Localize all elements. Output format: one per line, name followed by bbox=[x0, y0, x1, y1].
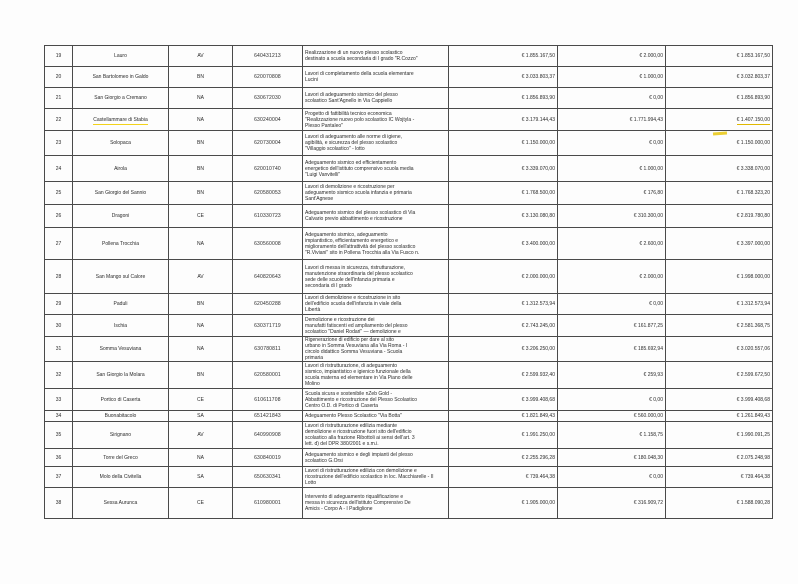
codice-cell: 650630341 bbox=[233, 467, 303, 488]
intervento-line: Lavori di messa in sicurezza, ristrutturazione, bbox=[305, 264, 406, 271]
table-row bbox=[45, 109, 773, 131]
finanziamento-cell: € 1.768.323,20 bbox=[666, 182, 773, 205]
provincia-cell: NA bbox=[169, 88, 233, 109]
comune-cell: Sessa Aurunca bbox=[73, 488, 169, 519]
codice-cell: 610611708 bbox=[233, 389, 303, 411]
intervento-line: lett. d) del DPR 380/2001 e s.m.i. bbox=[305, 441, 379, 447]
table-body bbox=[45, 46, 773, 519]
intervento-line: messa in sicurezza dell'istituto Comprensivo De bbox=[305, 500, 411, 506]
importo-cell: € 3.130.080,80 bbox=[449, 205, 558, 228]
row-number: 38 bbox=[45, 488, 73, 519]
intervento-line: Adeguamento Plesso Scolastico "Via Botta" bbox=[305, 413, 402, 419]
intervento-line: Lavori di ristrutturazione edilizia con demolizione e bbox=[305, 468, 417, 474]
importo-cell: € 3.206.250,00 bbox=[449, 337, 558, 362]
comune-cell: San Giorgio del Sannio bbox=[73, 182, 169, 205]
cofinanziamento-cell: € 2.000,00 bbox=[558, 260, 666, 294]
cofinanziamento-cell: € 176,80 bbox=[558, 182, 666, 205]
intervento-line: Lavori di adeguamento alle norme di igiene, bbox=[305, 134, 403, 140]
cofinanziamento-cell: € 2.600,00 bbox=[558, 228, 666, 260]
intervento-line: Lavori di demolizione e ricostruzione per bbox=[305, 184, 395, 190]
cofinanziamento-cell: € 316.909,72 bbox=[558, 488, 666, 519]
intervento-line: secondaria di I grado bbox=[305, 282, 352, 289]
finanziamento-cell: € 3.032.803,37 bbox=[666, 67, 773, 88]
comune-cell: Portico di Caserta bbox=[73, 389, 169, 411]
intervento-line: impiantistico, efficientamento energetico e bbox=[305, 237, 399, 244]
intervento-cell bbox=[303, 109, 449, 131]
provincia-cell: NA bbox=[169, 228, 233, 260]
row-number: 22 bbox=[45, 109, 73, 131]
provincia-cell: AV bbox=[169, 46, 233, 67]
intervento-cell bbox=[303, 337, 449, 362]
comune-cell: Molo della Civitella bbox=[73, 467, 169, 488]
finanziamento-cell: € 3.397.000,00 bbox=[666, 228, 773, 260]
row-number: 32 bbox=[45, 362, 73, 389]
comune-cell: Pollena Trocchia bbox=[73, 228, 169, 260]
codice-cell: 651421843 bbox=[233, 411, 303, 422]
provincia-cell: AV bbox=[169, 422, 233, 449]
provincia-cell: BN bbox=[169, 156, 233, 182]
provincia-cell: NA bbox=[169, 315, 233, 337]
importo-cell: € 2.599.932,40 bbox=[449, 362, 558, 389]
intervento-line: ricostruzione dell'edificio scolastico in loc. Macchiarelle - II bbox=[305, 474, 434, 480]
provincia-cell: BN bbox=[169, 182, 233, 205]
comune-cell: Solopaca bbox=[73, 131, 169, 156]
intervento-line: "R.Viviani" sito in Pollena Trocchia alla Via Fusco n. bbox=[305, 249, 420, 256]
finanziamento-cell: € 739.464,38 bbox=[666, 467, 773, 488]
finanziamento-cell: € 1.261.849,43 bbox=[666, 411, 773, 422]
provincia-cell: AV bbox=[169, 260, 233, 294]
importo-cell: € 1.768.500,00 bbox=[449, 182, 558, 205]
finanziamento-cell: € 1.150.000,00 bbox=[666, 131, 773, 156]
codice-cell: 610980001 bbox=[233, 488, 303, 519]
intervento-line: Calvario previo abbattimento e ricostruzione bbox=[305, 216, 403, 222]
importo-cell: € 2.000.000,00 bbox=[449, 260, 558, 294]
codice-cell: 640820643 bbox=[233, 260, 303, 294]
finanziamento-cell: € 1.588.090,28 bbox=[666, 488, 773, 519]
comune-cell: Torre del Greco bbox=[73, 449, 169, 467]
provincia-cell: BN bbox=[169, 294, 233, 315]
intervento-line: sismico, impiantistico e igienico funzionale della bbox=[305, 369, 411, 375]
cofinanziamento-cell: € 1.000,00 bbox=[558, 156, 666, 182]
comune-cell: San Giorgio la Molara bbox=[73, 362, 169, 389]
finanziamento-cell: € 2.599.672,50 bbox=[666, 362, 773, 389]
provincia-cell: BN bbox=[169, 131, 233, 156]
comune-cell: Dragoni bbox=[73, 205, 169, 228]
importo-cell: € 739.464,38 bbox=[449, 467, 558, 488]
row-number: 27 bbox=[45, 228, 73, 260]
row-number: 33 bbox=[45, 389, 73, 411]
table-row bbox=[45, 411, 773, 422]
table-row bbox=[45, 156, 773, 182]
provincia-cell: NA bbox=[169, 109, 233, 131]
importo-cell: € 3.033.803,37 bbox=[449, 67, 558, 88]
intervento-line: Progetto di fattibilità tecnico economica bbox=[305, 110, 392, 117]
intervento-cell bbox=[303, 131, 449, 156]
table-row bbox=[45, 67, 773, 88]
intervento-line: Adeguamento sismico ed efficientamento bbox=[305, 159, 397, 166]
intervento-line: Adeguamento sismico, adeguamento bbox=[305, 231, 388, 238]
row-number: 21 bbox=[45, 88, 73, 109]
importo-cell: € 1.312.573,94 bbox=[449, 294, 558, 315]
intervento-line: Molino bbox=[305, 381, 320, 387]
importo-cell: € 1.856.893,90 bbox=[449, 88, 558, 109]
intervento-line: Amicis - Corpo A - I Padiglione bbox=[305, 506, 373, 512]
intervento-line: Lavori di completamento della scuola elementare bbox=[305, 71, 414, 77]
cofinanziamento-cell: € 1.000,00 bbox=[558, 67, 666, 88]
row-number: 24 bbox=[45, 156, 73, 182]
table-row bbox=[45, 46, 773, 67]
comune-cell: Ischia bbox=[73, 315, 169, 337]
intervento-cell bbox=[303, 156, 449, 182]
intervento-line: miglioramento dell'attrattività del plesso scolastico bbox=[305, 243, 416, 250]
table-row bbox=[45, 337, 773, 362]
intervento-line: sede delle scuole dell'infanzia primaria e bbox=[305, 276, 395, 283]
intervento-cell bbox=[303, 294, 449, 315]
row-number: 28 bbox=[45, 260, 73, 294]
finanziamento-cell: € 1.990.091,25 bbox=[666, 422, 773, 449]
row-number: 23 bbox=[45, 131, 73, 156]
intervento-cell bbox=[303, 467, 449, 488]
finanziamento-cell: € 2.819.780,80 bbox=[666, 205, 773, 228]
row-number: 37 bbox=[45, 467, 73, 488]
finanziamento-cell: € 1.853.167,50 bbox=[666, 46, 773, 67]
importo-cell: € 3.179.144,43 bbox=[449, 109, 558, 131]
cofinanziamento-cell: € 0,00 bbox=[558, 131, 666, 156]
intervento-line: scolastico "Daniel Rodari" — demolizione e bbox=[305, 328, 401, 335]
intervento-line: Lavori di ristrutturazione, di adeguamento bbox=[305, 363, 397, 369]
intervento-cell bbox=[303, 449, 449, 467]
table-row bbox=[45, 131, 773, 156]
intervento-line: primaria bbox=[305, 355, 324, 361]
codice-cell: 620730004 bbox=[233, 131, 303, 156]
provincia-cell: NA bbox=[169, 449, 233, 467]
cofinanziamento-cell: € 0,00 bbox=[558, 389, 666, 411]
table-row bbox=[45, 422, 773, 449]
cofinanziamento-cell: € 180.048,30 bbox=[558, 449, 666, 467]
importo-cell: € 1.905.000,00 bbox=[449, 488, 558, 519]
codice-cell: 620580001 bbox=[233, 362, 303, 389]
table-row bbox=[45, 294, 773, 315]
codice-cell: 630371719 bbox=[233, 315, 303, 337]
codice-cell: 620450288 bbox=[233, 294, 303, 315]
table-row bbox=[45, 449, 773, 467]
comune-cell: Airola bbox=[73, 156, 169, 182]
cofinanziamento-cell: € 1.158,75 bbox=[558, 422, 666, 449]
intervento-cell bbox=[303, 88, 449, 109]
intervento-line: scolastico alla frazione Ribottoli ai sensi dell'art. 3 bbox=[305, 435, 415, 441]
table-row bbox=[45, 488, 773, 519]
intervento-line: Lavori di ristrutturazione edilizia mediante bbox=[305, 423, 397, 429]
finanziamento-cell: € 1.998.000,00 bbox=[666, 260, 773, 294]
intervento-line: manutenzione straordinaria del plesso scolastico bbox=[305, 270, 413, 277]
table-row bbox=[45, 260, 773, 294]
comune-cell: San Mango sul Calore bbox=[73, 260, 169, 294]
row-number: 19 bbox=[45, 46, 73, 67]
provincia-cell: CE bbox=[169, 205, 233, 228]
cofinanziamento-cell: € 0,00 bbox=[558, 88, 666, 109]
intervento-line: "Luigi Vanvitelli" bbox=[305, 171, 341, 178]
codice-cell: 630780811 bbox=[233, 337, 303, 362]
finanziamento-cell: € 3.338.070,00 bbox=[666, 156, 773, 182]
intervento-line: Sant'Agnese bbox=[305, 196, 334, 202]
importo-cell: € 3.339.070,00 bbox=[449, 156, 558, 182]
row-number: 35 bbox=[45, 422, 73, 449]
intervento-cell bbox=[303, 315, 449, 337]
cofinanziamento-cell: € 185.692,94 bbox=[558, 337, 666, 362]
finanziamento-cell bbox=[666, 109, 773, 131]
comune-cell: Paduli bbox=[73, 294, 169, 315]
finanziamento-cell: € 1.856.893,90 bbox=[666, 88, 773, 109]
cofinanziamento-cell: € 2.000,00 bbox=[558, 46, 666, 67]
intervento-line: Centro O.D. di Portico di Caserta bbox=[305, 402, 379, 409]
intervento-line: Lavori di adeguamento sismico del plesso bbox=[305, 92, 398, 98]
codice-cell: 630240004 bbox=[233, 109, 303, 131]
intervento-cell bbox=[303, 362, 449, 389]
intervento-line: circolo didattico Somma Vesuviana - Scuola bbox=[305, 349, 403, 355]
intervento-line: Intervento di adeguamento riqualificazione e bbox=[305, 494, 404, 500]
intervento-line: demolizione e ricostruzione fuori sito dell'edificio bbox=[305, 429, 412, 435]
intervento-line: urbano in Somma Vesuviana alla Via Roma - I bbox=[305, 343, 408, 349]
intervento-line: Lotto bbox=[305, 480, 317, 486]
finanziamento-highlighted: € 1.407.150,00 bbox=[736, 116, 770, 123]
importo-cell: € 3.400.000,00 bbox=[449, 228, 558, 260]
provincia-cell: CE bbox=[169, 488, 233, 519]
importo-cell: € 1.855.167,50 bbox=[449, 46, 558, 67]
row-number: 36 bbox=[45, 449, 73, 467]
table-row bbox=[45, 389, 773, 411]
table-row bbox=[45, 467, 773, 488]
row-number: 30 bbox=[45, 315, 73, 337]
importo-cell: € 2.743.245,00 bbox=[449, 315, 558, 337]
comune-cell bbox=[73, 109, 169, 131]
intervento-line: Plesso Pantaleo" bbox=[305, 122, 343, 129]
intervento-cell bbox=[303, 205, 449, 228]
provincia-cell: BN bbox=[169, 362, 233, 389]
codice-cell: 630560008 bbox=[233, 228, 303, 260]
intervento-cell bbox=[303, 260, 449, 294]
comune-cell: Somma Vesuviana bbox=[73, 337, 169, 362]
codice-cell: 620010740 bbox=[233, 156, 303, 182]
row-number: 26 bbox=[45, 205, 73, 228]
intervento-line: Rigenerazione di edificio per dare al sito bbox=[305, 337, 394, 343]
comune-cell: San Giorgio a Cremano bbox=[73, 88, 169, 109]
intervento-line: Lucini bbox=[305, 77, 319, 83]
importo-cell: € 3.999.408,68 bbox=[449, 389, 558, 411]
table-row bbox=[45, 362, 773, 389]
intervento-cell bbox=[303, 46, 449, 67]
intervento-line: manufatti fatiscenti ed ampliamento del plesso bbox=[305, 322, 408, 329]
intervento-line: scuola materna ed elementare in Via Piano delle bbox=[305, 375, 413, 381]
intervento-line: energetico dell'istituto comprensivo scuola media bbox=[305, 165, 414, 172]
comune-cell: San Bartolomeo in Galdo bbox=[73, 67, 169, 88]
intervento-line: "Realizzazione nuovo polo scolastico IC Wojtyla - bbox=[305, 116, 415, 123]
table-row bbox=[45, 228, 773, 260]
provincia-cell: NA bbox=[169, 337, 233, 362]
comune-highlighted: Castellammare di Stabia bbox=[93, 116, 148, 123]
provincia-cell: SA bbox=[169, 411, 233, 422]
cofinanziamento-cell: € 259,93 bbox=[558, 362, 666, 389]
intervento-line: Libertà bbox=[305, 307, 321, 313]
intervento-cell bbox=[303, 182, 449, 205]
cofinanziamento-cell: € 0,00 bbox=[558, 467, 666, 488]
codice-cell: 620580053 bbox=[233, 182, 303, 205]
cofinanziamento-cell: € 0,00 bbox=[558, 294, 666, 315]
cofinanziamento-cell: € 560.000,00 bbox=[558, 411, 666, 422]
importo-cell: € 1.150.000,00 bbox=[449, 131, 558, 156]
intervento-line: dell'edificio scuola dell'infanzia in viale della bbox=[305, 301, 402, 307]
finanziamento-cell: € 1.312.573,94 bbox=[666, 294, 773, 315]
provincia-cell: CE bbox=[169, 389, 233, 411]
intervento-cell bbox=[303, 389, 449, 411]
intervento-line: "Villaggio scolastico" - lotto bbox=[305, 146, 365, 152]
row-number: 34 bbox=[45, 411, 73, 422]
row-number: 31 bbox=[45, 337, 73, 362]
importo-cell: € 2.255.296,28 bbox=[449, 449, 558, 467]
table-row bbox=[45, 315, 773, 337]
intervento-line: destinato a scuola secondaria di I grado "R.Cozzo" bbox=[305, 56, 418, 62]
row-number: 25 bbox=[45, 182, 73, 205]
codice-cell: 640431213 bbox=[233, 46, 303, 67]
provincia-cell: BN bbox=[169, 67, 233, 88]
intervento-line: scolastico Sant'Agnello in Via Cappiello bbox=[305, 98, 393, 104]
codice-cell: 610330723 bbox=[233, 205, 303, 228]
importo-cell: € 1.991.250,00 bbox=[449, 422, 558, 449]
intervento-line: agibilità, e sicurezza del plesso scolastico bbox=[305, 140, 398, 146]
intervento-cell bbox=[303, 488, 449, 519]
intervento-line: Demolizione e ricostruzione dei bbox=[305, 316, 375, 323]
intervento-cell bbox=[303, 67, 449, 88]
table-row bbox=[45, 182, 773, 205]
codice-cell: 630672030 bbox=[233, 88, 303, 109]
finanziamento-cell: € 2.075.248,98 bbox=[666, 449, 773, 467]
codice-cell: 640990908 bbox=[233, 422, 303, 449]
row-number: 29 bbox=[45, 294, 73, 315]
comune-cell: Buonabitacolo bbox=[73, 411, 169, 422]
importo-cell: € 1.821.849,43 bbox=[449, 411, 558, 422]
intervento-line: adeguamento sismico scuola infanzia e primaria bbox=[305, 190, 412, 196]
intervento-cell bbox=[303, 411, 449, 422]
finanziamento-cell: € 2.581.368,75 bbox=[666, 315, 773, 337]
intervento-line: scolastico G.Orsi bbox=[305, 457, 343, 464]
intervento-cell bbox=[303, 422, 449, 449]
row-number: 20 bbox=[45, 67, 73, 88]
intervento-line: Scuola sicura e sostenibile nZeb Gold - bbox=[305, 390, 392, 397]
cofinanziamento-cell: € 1.771.994,43 bbox=[558, 109, 666, 131]
cofinanziamento-cell: € 310.300,00 bbox=[558, 205, 666, 228]
codice-cell: 630840019 bbox=[233, 449, 303, 467]
funding-table bbox=[44, 45, 773, 519]
intervento-line: Realizzazione di un nuovo plesso scolastico bbox=[305, 50, 403, 56]
provincia-cell: SA bbox=[169, 467, 233, 488]
intervento-line: Adeguamento sismico e degli impianti del plesso bbox=[305, 451, 413, 458]
codice-cell: 620070808 bbox=[233, 67, 303, 88]
table-row bbox=[45, 88, 773, 109]
comune-cell: Sirignano bbox=[73, 422, 169, 449]
table-row bbox=[45, 205, 773, 228]
comune-cell: Lauro bbox=[73, 46, 169, 67]
intervento-line: Adeguamento sismico del plesso scolastico di Via bbox=[305, 210, 416, 216]
finanziamento-cell: € 3.020.557,06 bbox=[666, 337, 773, 362]
intervento-line: Lavori di demolizione e ricostruzione in sito bbox=[305, 295, 401, 301]
finanziamento-cell: € 3.999.408,68 bbox=[666, 389, 773, 411]
intervento-cell bbox=[303, 228, 449, 260]
cofinanziamento-cell: € 161.877,25 bbox=[558, 315, 666, 337]
intervento-line: Abbattimento e ricostruzione del Plesso Scolastico bbox=[305, 396, 418, 403]
